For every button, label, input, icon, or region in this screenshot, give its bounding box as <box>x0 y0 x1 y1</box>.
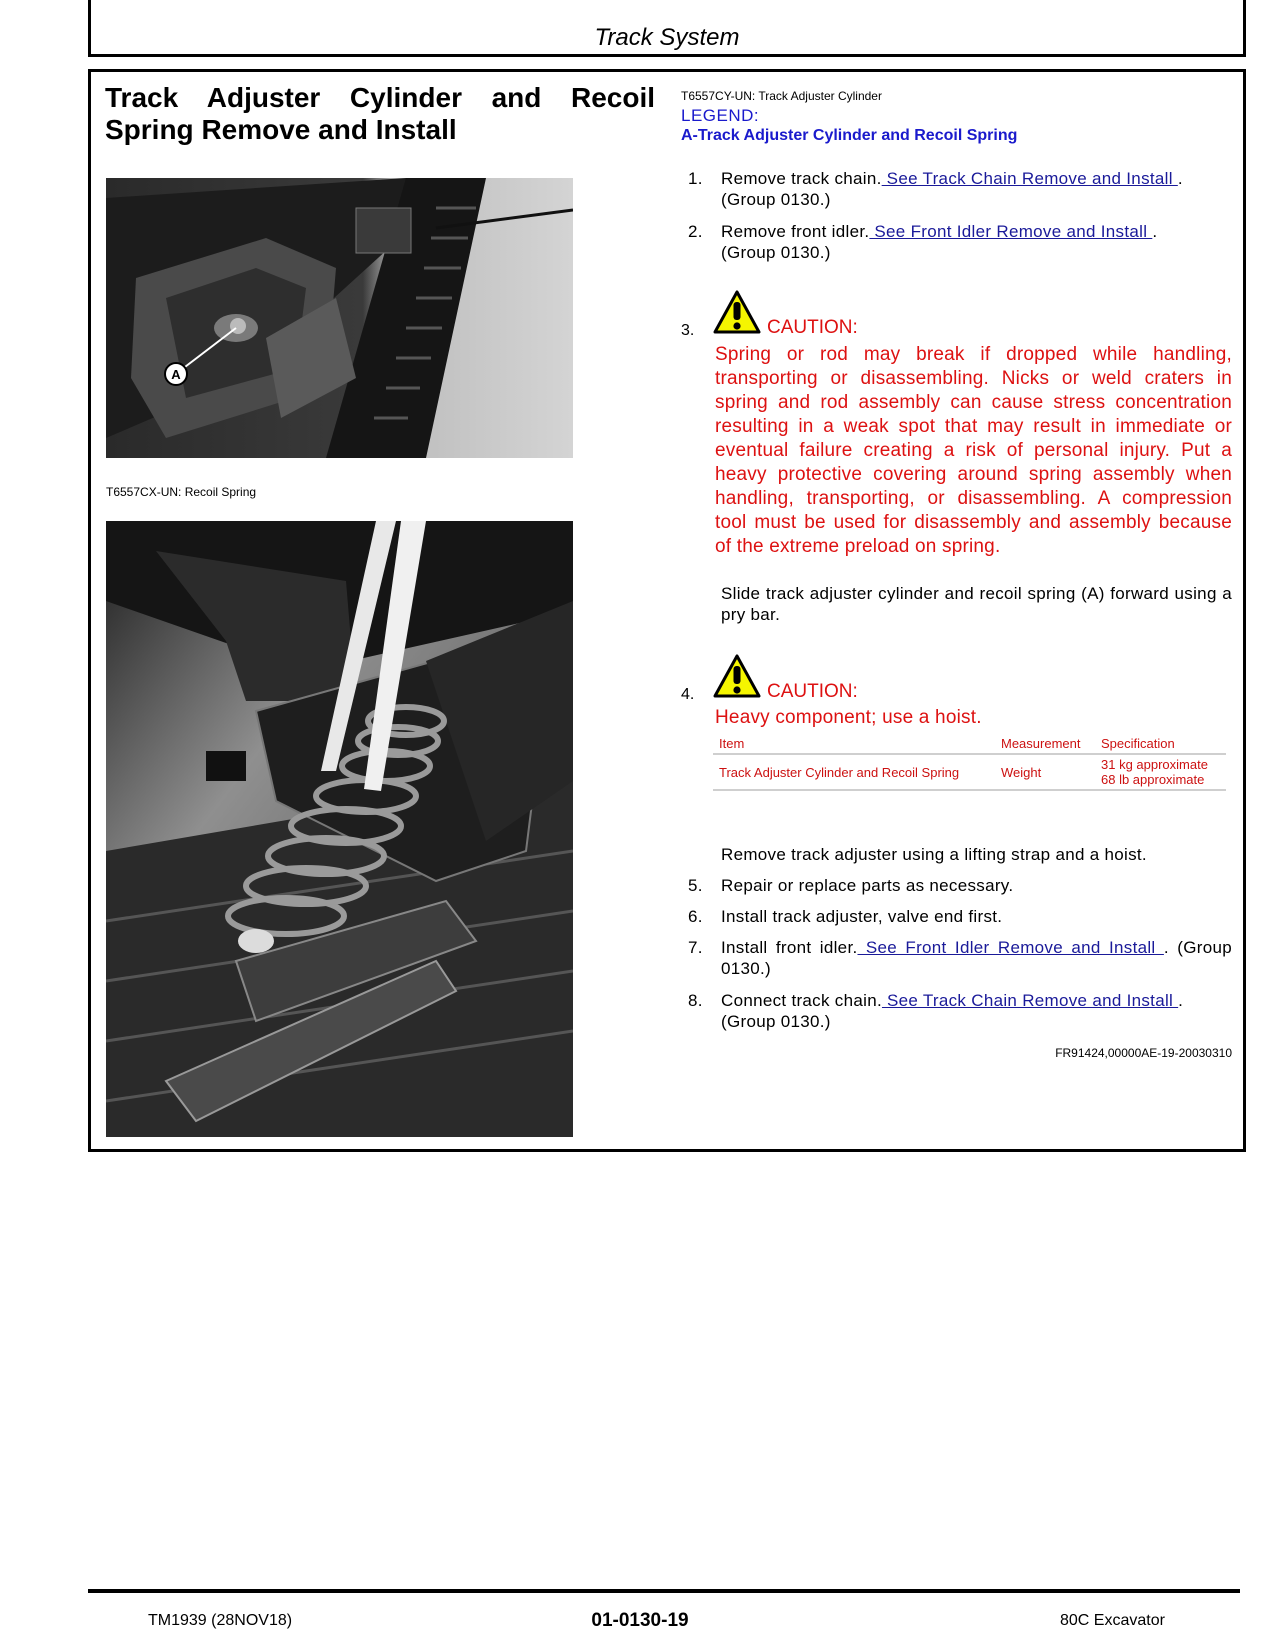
step-1: 1. Remove track chain. See Track Chain Remove and Install . (Group 0130.) <box>688 169 1183 209</box>
photo-track-adjuster-cylinder <box>106 178 573 458</box>
page-title: Track Adjuster Cylinder and Recoil Spring Remove and Install <box>105 82 655 145</box>
link-front-idler-remove-install[interactable]: See Front Idler Remove and Install <box>869 222 1153 241</box>
figure-caption-recoil-spring: T6557CX-UN: Recoil Spring <box>106 485 257 499</box>
section-title: Track System <box>594 24 740 51</box>
spec-item: Track Adjuster Cylinder and Recoil Spring <box>713 754 995 790</box>
step-4-number: 4. <box>681 686 695 703</box>
footer-model: 80C Excavator <box>1060 1612 1165 1629</box>
step-7: 7. Install front idler. See Front Idler Remove and Install . (Group 0130.) <box>688 938 1232 978</box>
spec-measurement: Weight <box>995 754 1095 790</box>
callout-a: A <box>171 367 181 382</box>
step-5: 5. Repair or replace parts as necessary. <box>688 876 1014 895</box>
figure-caption-track-adjuster-cylinder: T6557CY-UN: Track Adjuster Cylinder <box>681 89 882 103</box>
spec-header-measurement: Measurement <box>995 734 1095 754</box>
step-8: 8. Connect track chain. See Track Chain Remove and Install . (Group 0130.) <box>688 991 1184 1031</box>
spec-table <box>713 734 1226 791</box>
link-track-chain-remove-install[interactable]: See Track Chain Remove and Install <box>881 169 1178 188</box>
step-6: 6. Install track adjuster, valve end first. <box>688 907 1003 926</box>
caution-warning-icon <box>713 654 761 703</box>
caution-text-spring: Spring or rod may break if dropped while handling, transporting or disassembling. Nicks or weld craters in spring and rod assembly can cause stress concentration resulting in a weak spot that may result in immediate or eventual failure creating a risk of personal injury. Put a heavy protective covering around spring assembly when handling, transporting, or disassembling. A compression tool must be used for disassembly and assembly because of the extreme preload on spring. <box>715 344 1232 557</box>
spec-header-specification: Specification <box>1095 734 1226 754</box>
step-2: 2. Remove front idler. See Front Idler Remove and Install . (Group 0130.) <box>688 222 1158 262</box>
step-4-followup: Remove track adjuster using a lifting strap and a hoist. <box>721 845 1147 864</box>
caution-text-hoist: Heavy component; use a hoist. <box>715 707 982 728</box>
caution-label: CAUTION: <box>767 681 858 702</box>
page-header <box>88 0 1246 57</box>
step-3-number: 3. <box>681 322 695 339</box>
step-4-caution-header <box>713 654 858 703</box>
footer-rule <box>88 1589 1240 1593</box>
step-3-caution-header <box>713 290 858 339</box>
footer-manual-id: TM1939 (28NOV18) <box>148 1612 293 1629</box>
legend-item-a: A-Track Adjuster Cylinder and Recoil Spring <box>681 127 1018 144</box>
spec-header-item: Item <box>713 734 995 754</box>
legend-heading: LEGEND: <box>681 106 760 125</box>
link-front-idler-remove-install[interactable]: See Front Idler Remove and Install <box>857 938 1164 957</box>
table-row <box>713 754 1226 790</box>
document-id: FR91424,00000AE-19-20030310 <box>1055 1046 1232 1060</box>
step-3-followup: Slide track adjuster cylinder and recoil spring (A) forward using a pry bar. <box>721 584 1232 624</box>
caution-warning-icon <box>713 290 761 339</box>
caution-label: CAUTION: <box>767 317 858 338</box>
link-track-chain-remove-install[interactable]: See Track Chain Remove and Install <box>881 991 1179 1010</box>
footer-page-number: 01-0130-19 <box>591 1610 689 1631</box>
photo-recoil-spring <box>106 521 573 1137</box>
spec-value: 31 kg approximate 68 lb approximate <box>1095 754 1226 790</box>
